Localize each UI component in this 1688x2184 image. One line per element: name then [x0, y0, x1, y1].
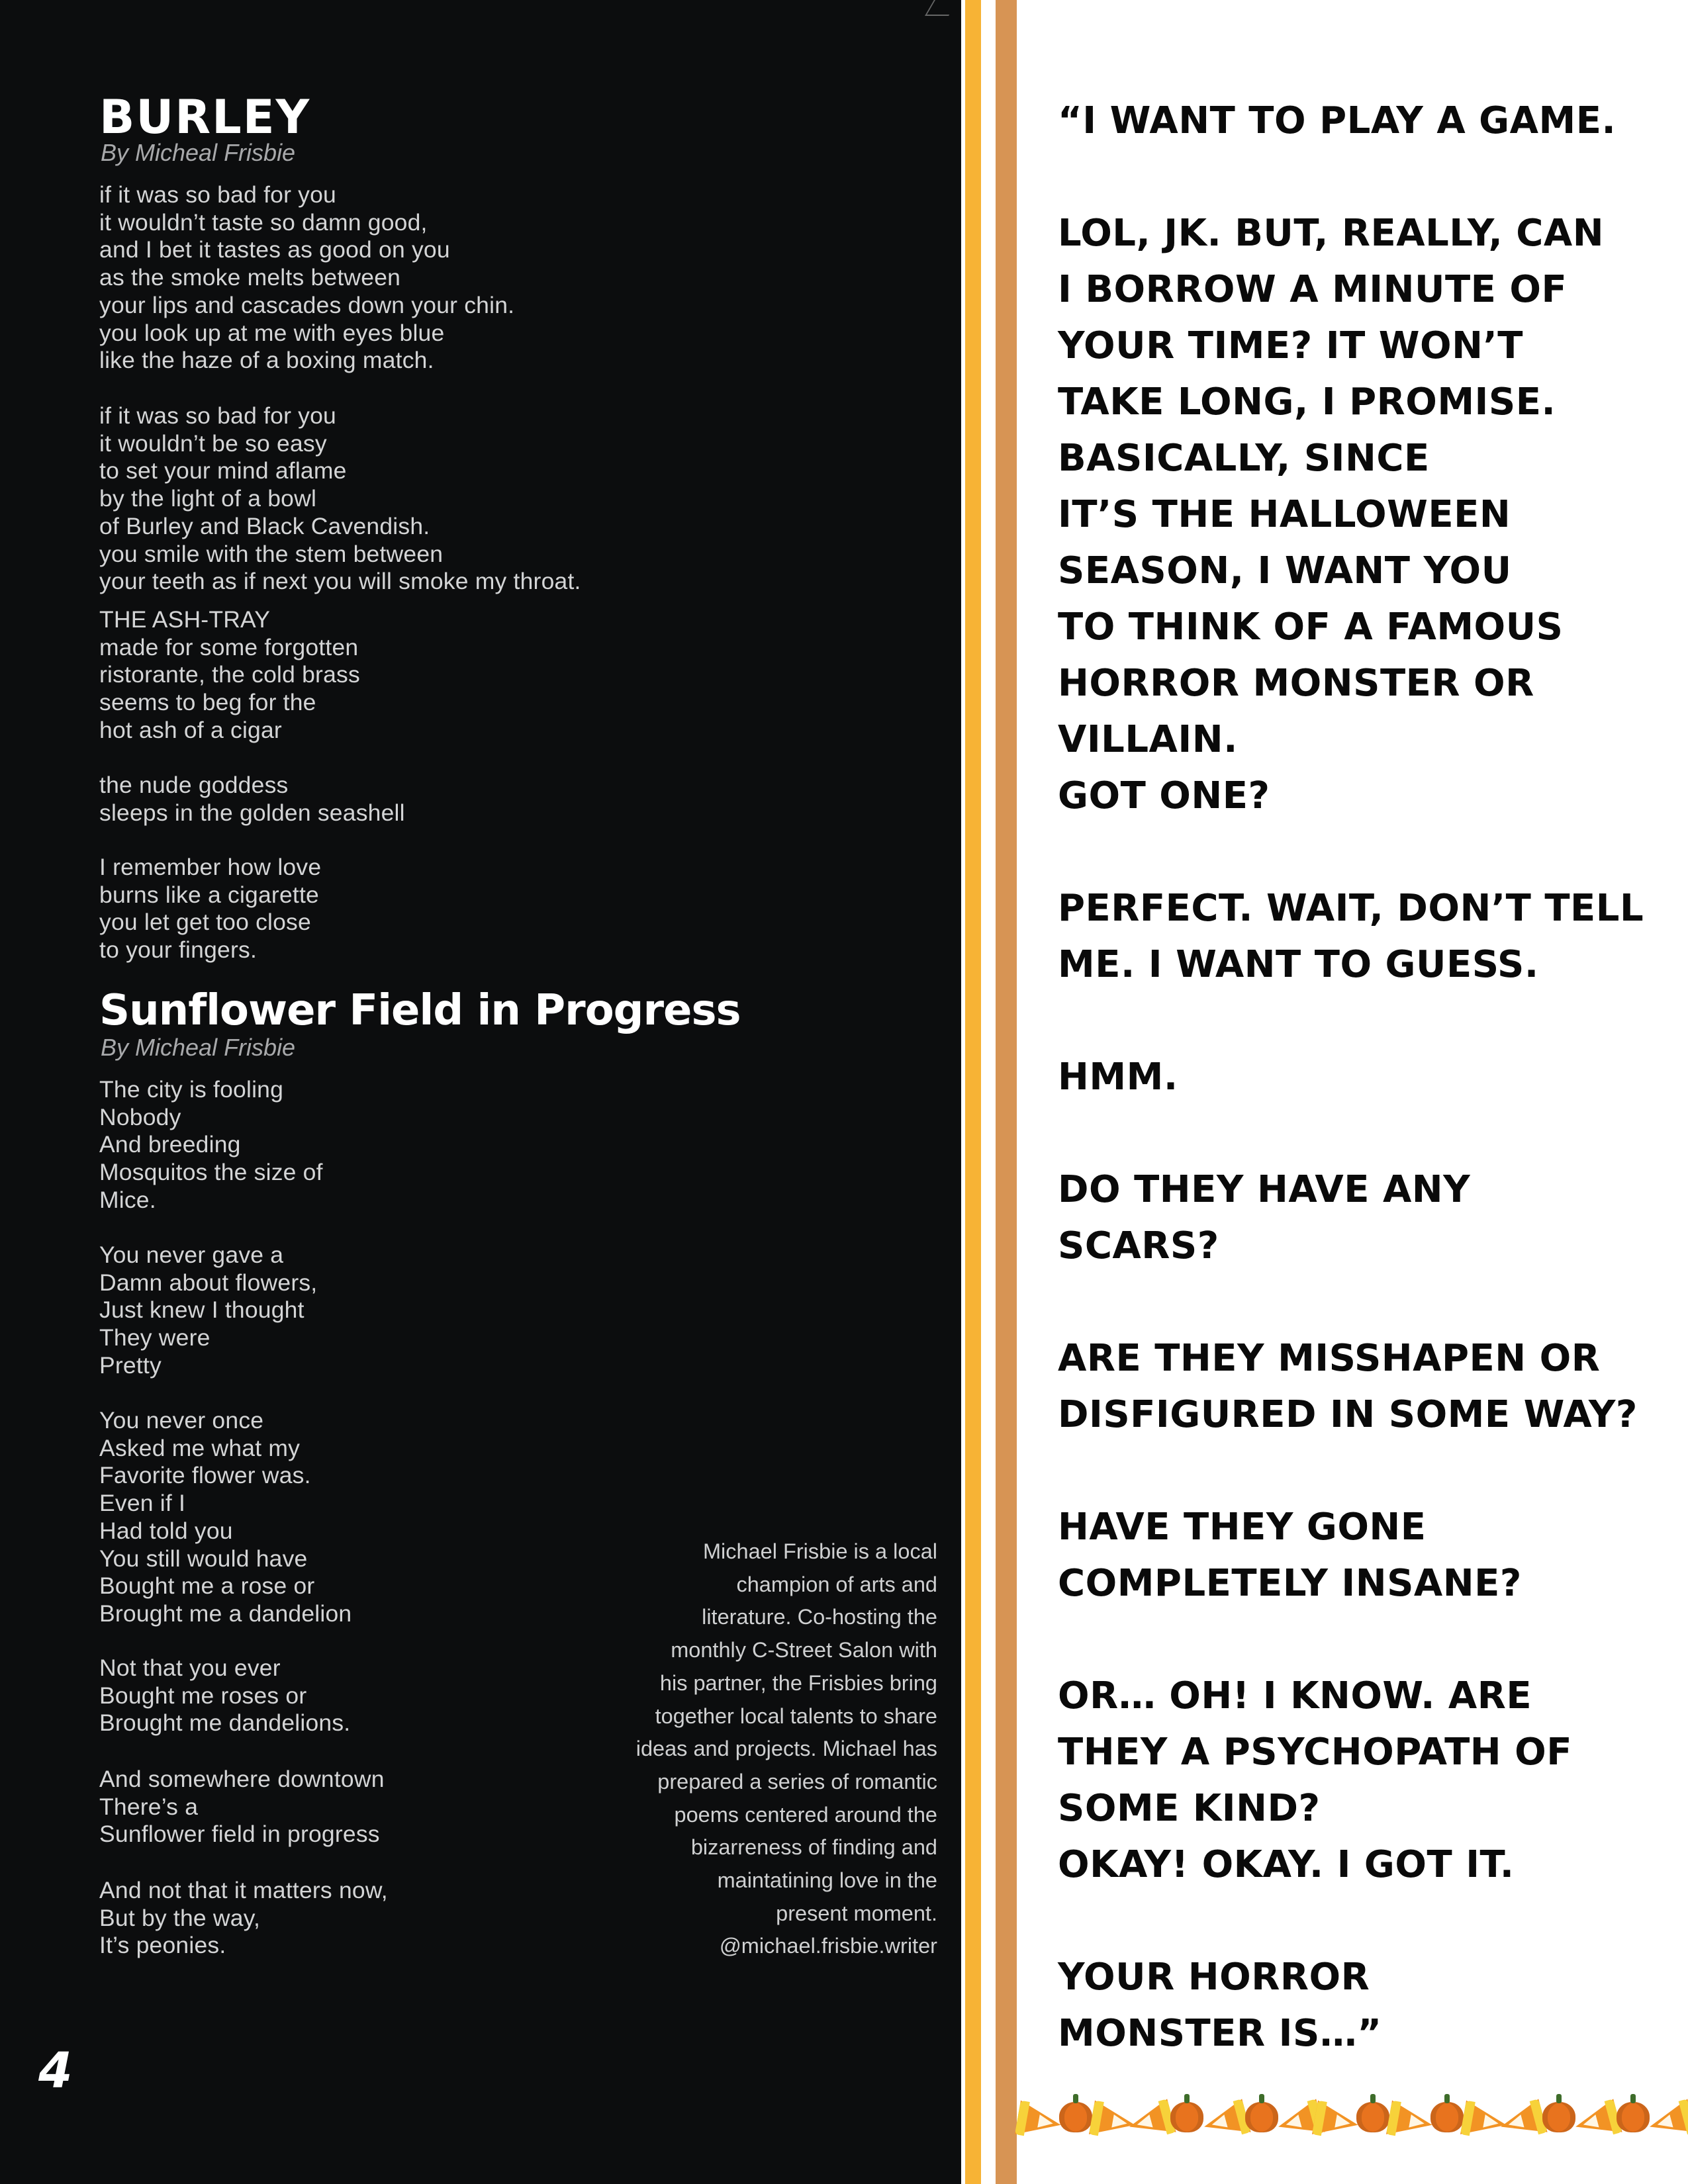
text-line: COMPLETELY INSANE?: [1058, 1562, 1522, 1605]
white-stripe: [981, 0, 996, 2184]
orange-stripe: [996, 0, 1017, 2184]
text-line: poems centered around the: [674, 1802, 937, 1827]
text-line: LOL, JK. BUT, REALLY, CAN: [1058, 212, 1605, 255]
stanza: [99, 181, 514, 375]
text-line: There’s a: [99, 1793, 199, 1820]
text-line: hot ash of a cigar: [99, 716, 282, 743]
pumpkin-icon: [1430, 2102, 1464, 2132]
quote-paragraph: [1058, 1949, 1654, 2062]
text-line: HMM.: [1058, 1056, 1178, 1099]
candy-corn-icon: [1386, 2101, 1435, 2142]
paragraph-gap: [1058, 824, 1654, 880]
candy-corn-icon: [1199, 2099, 1250, 2143]
text-line: MONSTER IS…”: [1058, 2012, 1382, 2055]
text-line: Bought me a rose or: [99, 1572, 315, 1600]
pumpkin-icon: [1059, 2102, 1092, 2132]
text-line: VILLAIN.: [1058, 718, 1238, 761]
text-line: Brought me a dandelion: [99, 1600, 352, 1627]
stanza: [99, 1407, 352, 1628]
quote-paragraph: [1058, 1499, 1654, 1612]
text-line: Pretty: [99, 1351, 162, 1379]
yellow-stripe: [965, 0, 981, 2184]
text-line: bizarreness of finding and: [690, 1835, 937, 1860]
paragraph-gap: [1058, 1893, 1654, 1949]
text-line: champion of arts and: [736, 1572, 937, 1596]
text-line: as the smoke melts between: [99, 264, 401, 291]
text-line: Favorite flower was.: [99, 1462, 311, 1489]
text-line: SCARS?: [1058, 1224, 1219, 1267]
text-line: if it was so bad for you: [99, 181, 336, 208]
paragraph-gap: [1058, 1443, 1654, 1499]
text-line: They were: [99, 1324, 211, 1351]
text-line: burns like a cigarette: [99, 881, 319, 908]
text-line: sleeps in the golden seashell: [99, 799, 405, 826]
text-line: OR… OH! I KNOW. ARE: [1058, 1674, 1532, 1717]
text-line: HAVE THEY GONE: [1058, 1506, 1427, 1549]
text-line: Michael Frisbie is a local: [702, 1539, 937, 1563]
text-line: Had told you: [99, 1517, 233, 1544]
poem-title-sunflower: Sunflower Field in Progress: [99, 986, 741, 1035]
text-line: ARE THEY MISSHAPEN OR: [1058, 1337, 1601, 1380]
candy-corn-icon: [1312, 2101, 1361, 2142]
quote-paragraph: [1058, 880, 1654, 993]
paragraph-gap: [1058, 1274, 1654, 1330]
text-line: I remember how love: [99, 854, 322, 880]
text-line: THEY A PSYCHOPATH OF: [1058, 1731, 1573, 1774]
text-line: And breeding: [99, 1131, 241, 1158]
text-line: you smile with the stem between: [99, 540, 444, 567]
text-line: of Burley and Black Cavendish.: [99, 512, 430, 539]
candy-corn-icon: [1645, 2099, 1688, 2143]
quote-paragraph: [1058, 93, 1654, 149]
quote-paragraph: [1058, 1049, 1654, 1105]
byline-sunflower: By Micheal Frisbie: [101, 1034, 296, 1061]
text-line: Mosquitos the size of: [99, 1159, 323, 1186]
text-line: You never gave a: [99, 1242, 284, 1268]
text-line: BASICALLY, SINCE: [1058, 437, 1430, 480]
paragraph-gap: [1058, 1612, 1654, 1668]
paragraph-gap: [1058, 149, 1654, 205]
text-line: PERFECT. WAIT, DON’T TELL: [1058, 887, 1644, 930]
text-line: IT’S THE HALLOWEEN: [1058, 493, 1511, 536]
page-number: 4: [38, 2042, 73, 2099]
text-line: literature. Co-hosting the: [702, 1605, 937, 1629]
quote-paragraph: [1058, 205, 1654, 824]
text-line: seems to beg for the: [99, 689, 316, 716]
text-line: You still would have: [99, 1545, 308, 1572]
halloween-candy-border: [1019, 2085, 1688, 2151]
text-line: @michael.frisbie.writer: [719, 1934, 937, 1958]
text-line: ME. I WANT TO GUESS.: [1058, 943, 1539, 986]
text-line: HORROR MONSTER OR: [1058, 662, 1534, 705]
quote-paragraph: [1058, 1161, 1654, 1274]
text-line: and I bet it tastes as good on you: [99, 236, 450, 263]
text-line: your lips and cascades down your chin.: [99, 291, 515, 318]
stanza: [99, 606, 360, 745]
text-line: Nobody: [99, 1103, 181, 1130]
stanza: [99, 1655, 350, 1737]
candy-corn-icon: [1015, 2101, 1064, 2142]
text-line: Mice.: [99, 1186, 156, 1213]
paragraph-gap: [1058, 993, 1654, 1049]
text-line: Brought me dandelions.: [99, 1709, 351, 1737]
text-line: you let get too close: [99, 909, 311, 936]
text-line: THE ASH-TRAY: [99, 606, 271, 633]
text-line: ristorante, the cold brass: [99, 661, 360, 688]
text-line: The city is fooling: [99, 1076, 284, 1103]
text-line: together local talents to share: [655, 1704, 937, 1728]
text-line: And not that it matters now,: [99, 1877, 388, 1903]
text-line: his partner, the Frisbies bring: [659, 1670, 937, 1695]
text-line: TAKE LONG, I PROMISE.: [1058, 381, 1556, 424]
text-line: Damn about flowers,: [99, 1269, 318, 1296]
halloween-quote: [1058, 93, 1654, 2062]
text-line: your teeth as if next you will smoke my throat.: [99, 568, 581, 595]
text-line: ideas and projects. Michael has: [635, 1737, 937, 1761]
text-line: Even if I: [99, 1490, 186, 1517]
text-line: Sunflower field in progress: [99, 1821, 380, 1848]
text-line: And somewhere downtown: [99, 1766, 385, 1792]
pumpkin-icon: [1356, 2102, 1389, 2132]
candy-corn-icon: [1571, 2099, 1622, 2143]
text-line: by the light of a bowl: [99, 485, 317, 512]
stanza: [99, 1766, 385, 1848]
text-line: SOME KIND?: [1058, 1787, 1321, 1830]
text-line: the nude goddess: [99, 772, 289, 798]
pumpkin-icon: [1245, 2102, 1278, 2132]
stanza: [99, 1076, 323, 1214]
text-line: present moment.: [776, 1901, 937, 1925]
stanza: [99, 402, 581, 596]
stanza: [99, 1242, 317, 1380]
text-line: it wouldn’t taste so damn good,: [99, 208, 428, 236]
text-line: TO THINK OF A FAMOUS: [1058, 606, 1564, 649]
stanza: [99, 854, 321, 964]
text-line: to set your mind aflame: [99, 457, 347, 484]
text-line: made for some forgotten: [99, 633, 359, 660]
stanza: [99, 772, 405, 827]
text-line: Bought me roses or: [99, 1682, 307, 1709]
text-line: OKAY! OKAY. I GOT IT.: [1058, 1843, 1515, 1886]
text-line: prepared a series of romantic: [657, 1769, 937, 1794]
text-line: YOUR TIME? IT WON’T: [1058, 324, 1523, 367]
candy-corn-icon: [1125, 2099, 1176, 2143]
stanza: [99, 1877, 388, 1960]
text-line: You never once: [99, 1407, 264, 1433]
text-line: SEASON, I WANT YOU: [1058, 549, 1512, 592]
pumpkin-icon: [1542, 2102, 1575, 2132]
text-line: you look up at me with eyes blue: [99, 319, 445, 346]
pumpkin-icon: [1170, 2102, 1203, 2132]
text-line: Not that you ever: [99, 1655, 281, 1681]
text-line: Just knew I thought: [99, 1297, 305, 1324]
text-line: Asked me what my: [99, 1434, 301, 1461]
text-line: if it was so bad for you: [99, 402, 336, 429]
text-line: to your fingers.: [99, 936, 258, 964]
paragraph-gap: [1058, 1105, 1654, 1161]
text-line: it wouldn’t be so easy: [99, 430, 327, 457]
byline-burley: By Micheal Frisbie: [101, 139, 296, 166]
author-bio: [583, 1535, 937, 1963]
quote-paragraph: [1058, 1330, 1654, 1443]
text-line: But by the way,: [99, 1904, 261, 1931]
text-line: maintatining love in the: [717, 1868, 937, 1893]
text-line: DISFIGURED IN SOME WAY?: [1058, 1393, 1638, 1436]
text-line: DO THEY HAVE ANY: [1058, 1168, 1471, 1211]
text-line: monthly C-Street Salon with: [671, 1638, 937, 1662]
pumpkin-icon: [1617, 2102, 1650, 2132]
text-line: like the haze of a boxing match.: [99, 347, 434, 374]
text-line: GOT ONE?: [1058, 774, 1270, 817]
candy-corn-icon: [1496, 2099, 1547, 2143]
quote-paragraph: [1058, 1668, 1654, 1893]
text-line: It’s peonies.: [99, 1932, 226, 1959]
poem-title-burley: BURLEY: [99, 90, 311, 144]
text-line: I BORROW A MINUTE OF: [1058, 268, 1568, 311]
text-line: “I WANT TO PLAY A GAME.: [1058, 99, 1617, 142]
text-line: YOUR HORROR: [1058, 1956, 1370, 1999]
